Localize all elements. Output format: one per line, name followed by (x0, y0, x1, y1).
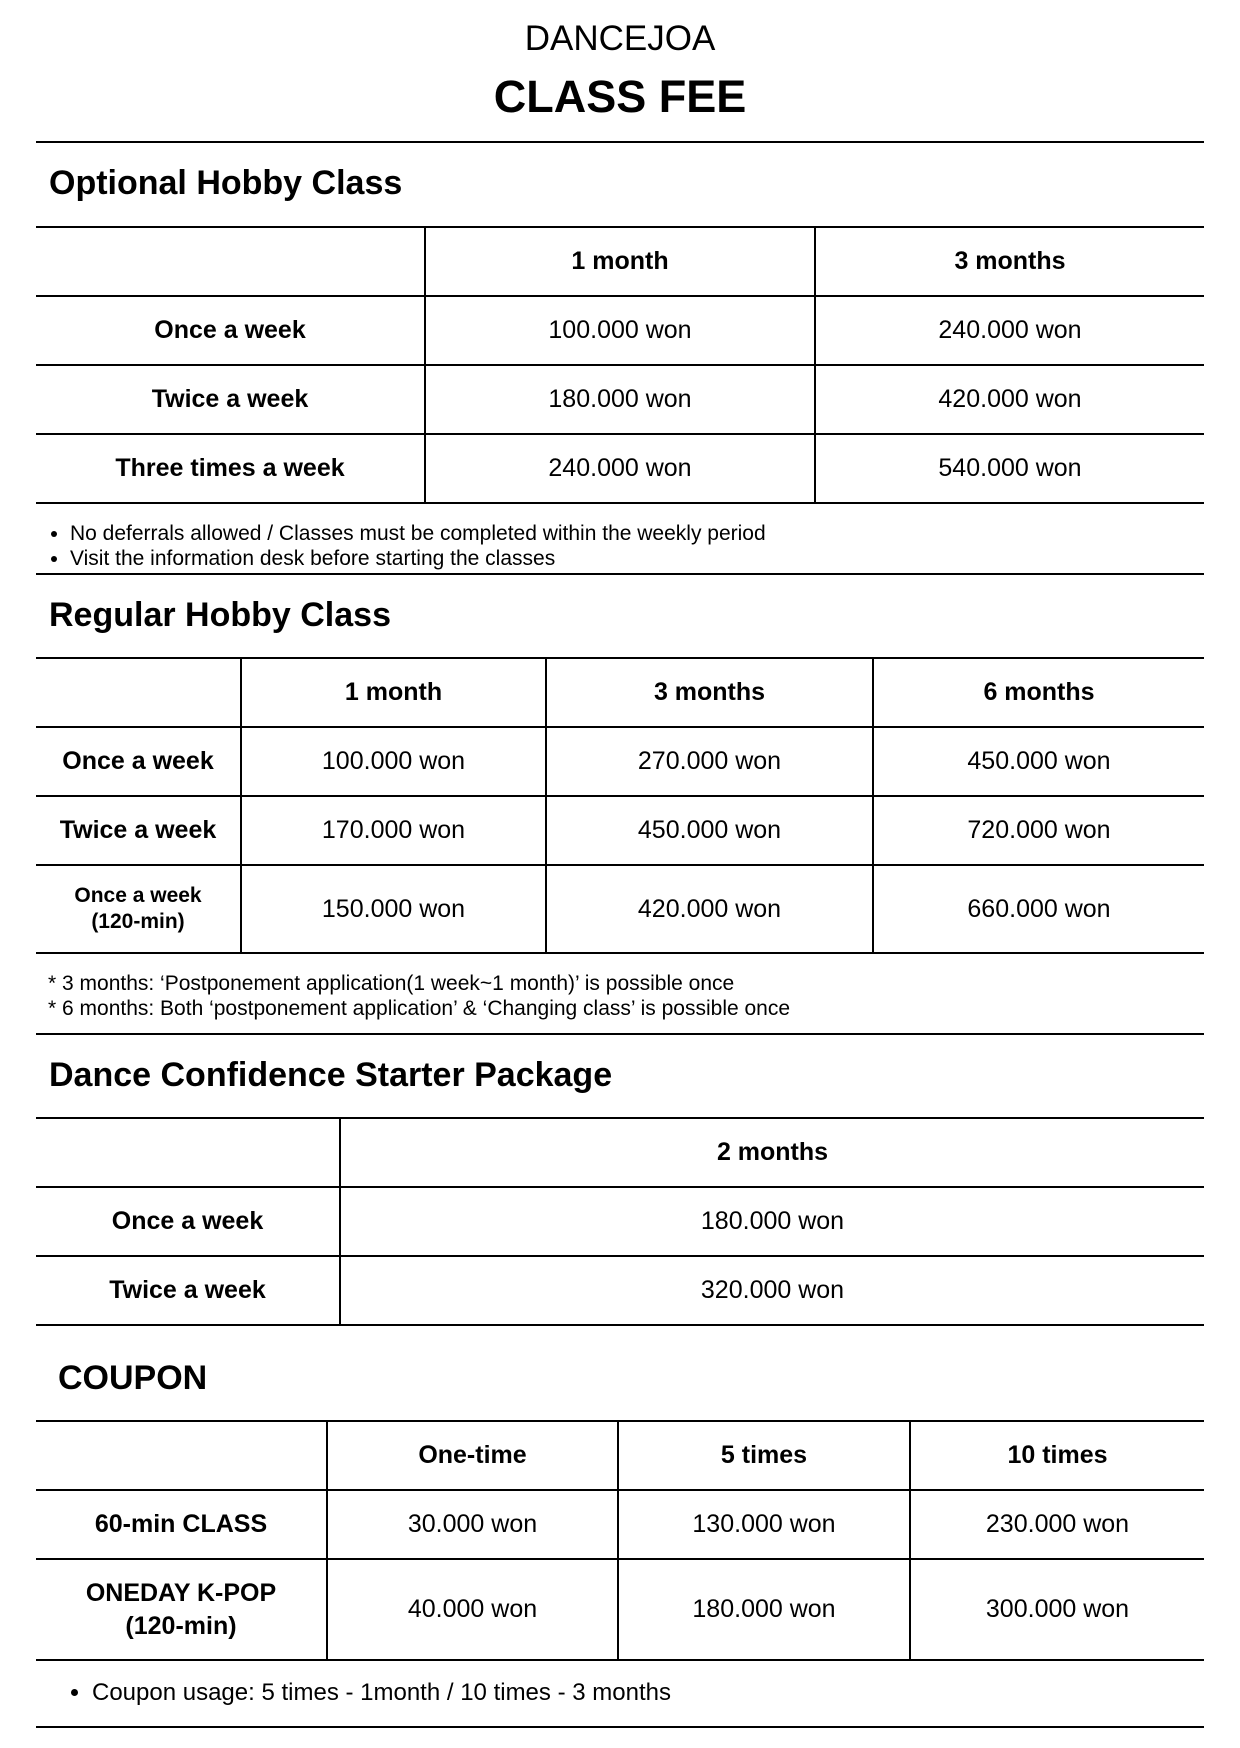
row-header: Once a week (36, 727, 241, 796)
price-cell: 40.000 won (327, 1559, 618, 1660)
price-cell: 150.000 won (241, 865, 546, 953)
price-cell: 30.000 won (327, 1490, 618, 1559)
price-cell: 660.000 won (873, 865, 1204, 953)
price-cell: 320.000 won (340, 1256, 1204, 1325)
row-header: 60-min CLASS (36, 1490, 327, 1559)
price-cell: 180.000 won (340, 1187, 1204, 1256)
table-row (36, 865, 1204, 953)
row-header: Twice a week (36, 365, 425, 434)
table-row (36, 1559, 1204, 1660)
price-cell: 180.000 won (425, 365, 815, 434)
section-title-optional-hobby-class: Optional Hobby Class (49, 164, 403, 202)
price-cell: 300.000 won (910, 1559, 1204, 1660)
page-title: CLASS FEE (493, 71, 747, 122)
regular-hobby-class-table (36, 657, 1204, 954)
row-header-line: Once a week (74, 884, 202, 907)
table-row (36, 365, 1204, 434)
corner-cell (36, 1118, 340, 1187)
column-header: 5 times (618, 1421, 910, 1490)
price-cell: 130.000 won (618, 1490, 910, 1559)
column-header: 1 month (241, 658, 546, 727)
column-header: 1 month (425, 227, 815, 296)
table-row (36, 727, 1204, 796)
corner-cell (36, 1421, 327, 1490)
price-cell: 420.000 won (815, 365, 1204, 434)
table-header-row (36, 1118, 1204, 1187)
table-row (36, 296, 1204, 365)
divider (36, 141, 1204, 143)
row-header: Twice a week (36, 1256, 340, 1325)
corner-cell (36, 227, 425, 296)
row-header: Twice a week (36, 796, 241, 865)
table-row (36, 1490, 1204, 1559)
row-header-line: (120-min) (125, 1611, 237, 1640)
optional-hobby-class-notes (36, 521, 766, 571)
table-row (36, 434, 1204, 503)
optional-hobby-class-table (36, 226, 1204, 504)
price-cell: 270.000 won (546, 727, 873, 796)
price-cell: 180.000 won (618, 1559, 910, 1660)
row-header (36, 865, 241, 953)
price-cell: 100.000 won (425, 296, 815, 365)
brand-name: DANCEJOA (524, 19, 716, 58)
corner-cell (36, 658, 241, 727)
price-cell: 720.000 won (873, 796, 1204, 865)
row-header: Once a week (36, 1187, 340, 1256)
column-header: 2 months (340, 1118, 1204, 1187)
section-title-coupon: COUPON (58, 1359, 208, 1397)
row-header (36, 1559, 327, 1660)
price-cell: 450.000 won (873, 727, 1204, 796)
table-row (36, 796, 1204, 865)
column-header: One-time (327, 1421, 618, 1490)
column-header: 3 months (546, 658, 873, 727)
section-title-regular-hobby-class: Regular Hobby Class (49, 596, 391, 634)
note-item: • Coupon usage: 5 times - 1month / 10 times - 3 months (92, 1678, 671, 1708)
price-cell: 100.000 won (241, 727, 546, 796)
price-cell: 420.000 won (546, 865, 873, 953)
table-header-row (36, 1421, 1204, 1490)
note-item: • Visit the information desk before starting the classes (70, 546, 766, 571)
price-cell: 450.000 won (546, 796, 873, 865)
column-header: 10 times (910, 1421, 1204, 1490)
divider (36, 1726, 1204, 1728)
column-header: 3 months (815, 227, 1204, 296)
column-header: 6 months (873, 658, 1204, 727)
price-cell: 170.000 won (241, 796, 546, 865)
row-header-line: (120-min) (91, 910, 185, 933)
row-header: Once a week (36, 296, 425, 365)
coupon-notes (58, 1678, 671, 1708)
row-header: Three times a week (36, 434, 425, 503)
price-cell: 230.000 won (910, 1490, 1204, 1559)
section-title-starter-package: Dance Confidence Starter Package (49, 1056, 613, 1094)
note-item: • No deferrals allowed / Classes must be completed within the weekly period (70, 521, 766, 546)
divider (36, 573, 1204, 575)
price-cell: 540.000 won (815, 434, 1204, 503)
divider (36, 1033, 1204, 1035)
coupon-table (36, 1420, 1204, 1661)
note-line: * 6 months: Both ‘postponement application’ & ‘Changing class’ is possible once (48, 997, 791, 1020)
table-header-row (36, 658, 1204, 727)
note-line: * 3 months: ‘Postponement application(1 week~1 month)’ is possible once (48, 972, 735, 995)
table-row (36, 1187, 1204, 1256)
table-row (36, 1256, 1204, 1325)
starter-package-table (36, 1117, 1204, 1326)
price-cell: 240.000 won (425, 434, 815, 503)
price-cell: 240.000 won (815, 296, 1204, 365)
table-header-row (36, 227, 1204, 296)
row-header-line: ONEDAY K-POP (85, 1578, 277, 1607)
